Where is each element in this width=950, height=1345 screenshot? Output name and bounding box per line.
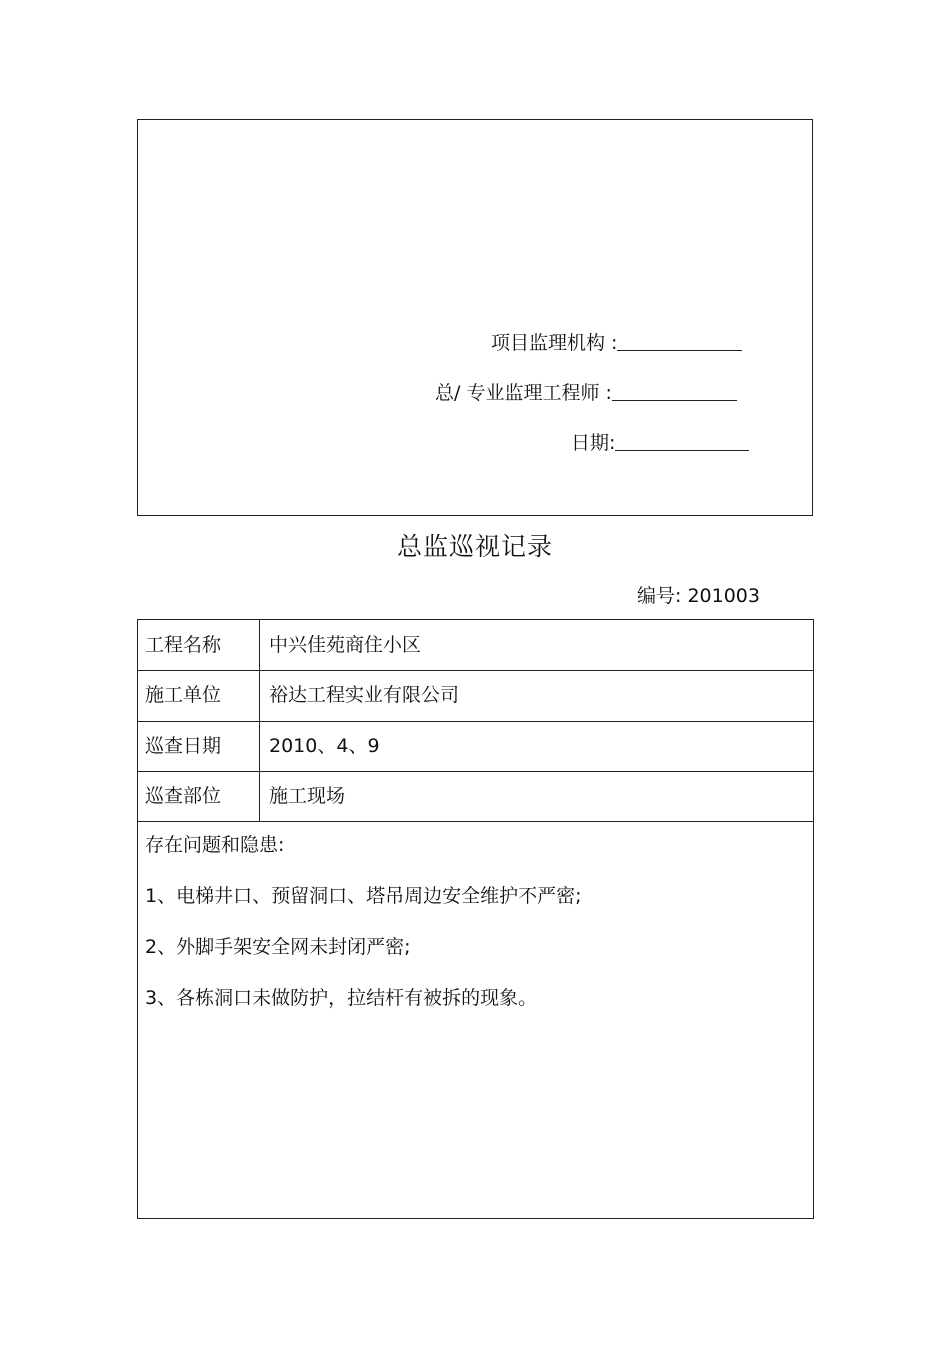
table-row <box>138 721 813 772</box>
table-row <box>138 620 813 671</box>
row-label: 施工单位 <box>138 670 260 721</box>
document-title: 总监巡视记录 <box>396 532 553 561</box>
issues-heading: 存在问题和隐患: <box>145 834 285 856</box>
row-label: 巡查日期 <box>138 721 260 771</box>
row-value: 裕达工程实业有限公司 <box>269 684 460 706</box>
row-value: 中兴佳苑商住小区 <box>269 634 422 656</box>
document-number: 编号: 201003 <box>637 585 760 607</box>
issue-item: 3、各栋洞口未做防护，拉结杆有被拆的现象。 <box>145 987 538 1009</box>
agency-label: 项目监理机构 : <box>491 332 618 354</box>
signature-box <box>137 119 813 516</box>
engineer-label: 总/ 专业监理工程师 : <box>435 382 612 404</box>
row-value: 2010、4、9 <box>269 735 380 757</box>
table-row <box>138 771 813 822</box>
date-label: 日期: <box>571 432 616 454</box>
date-signature-line <box>571 431 749 455</box>
inspection-table <box>137 619 814 1219</box>
table-row <box>138 670 813 722</box>
row-label: 巡查部位 <box>138 771 260 821</box>
issues-section <box>145 830 582 1034</box>
row-value: 施工现场 <box>269 785 346 807</box>
engineer-signature-line <box>435 381 737 405</box>
agency-blank <box>617 332 742 351</box>
engineer-blank <box>612 382 737 401</box>
row-label: 工程名称 <box>138 620 260 670</box>
issue-item: 1、电梯井口、预留洞口、塔吊周边安全维护不严密; <box>145 885 582 907</box>
issue-item: 2、外脚手架安全网未封闭严密; <box>145 936 411 958</box>
agency-signature-line <box>491 331 742 355</box>
date-blank <box>615 432 749 451</box>
